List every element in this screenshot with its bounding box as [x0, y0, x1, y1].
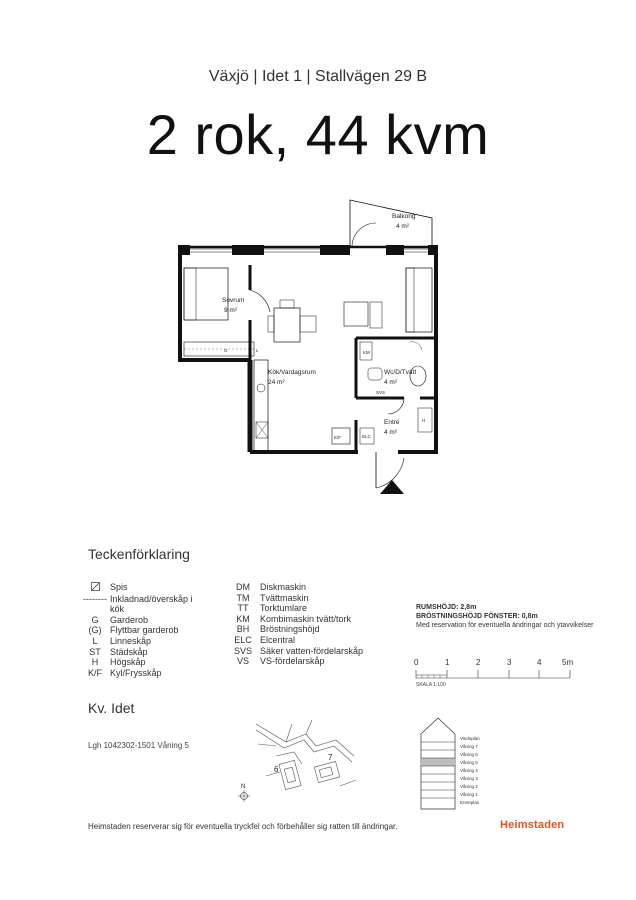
legend-item: VS VS-fördelarskåp — [236, 656, 325, 667]
legend-item: SVS Säker vatten-fördelarskåp — [233, 645, 364, 656]
room-name-kitchen-living: Kök/Vardagsrum — [268, 369, 316, 376]
label-elc: ELC — [362, 434, 371, 439]
apartment-number: Lgh 1042302-1501 Våning 5 — [88, 741, 189, 750]
floor-label: Våning 4 — [460, 768, 478, 773]
label-g: G — [224, 348, 228, 353]
floor-plan — [170, 190, 450, 500]
floor-label: Våning 6 — [460, 752, 478, 757]
scale-tick-label: 5m — [562, 658, 574, 667]
legend-item: L Linneskåp — [92, 635, 152, 646]
scale-tick-label: 4 — [537, 658, 542, 667]
disclaimer: Heimstaden reserverar sig för eventuella tryckfel och förbehåller sig ratten till ändringar. — [88, 822, 398, 831]
floor-label: Vindsplan — [460, 736, 480, 741]
sill-height: BRÖSTNINGSHÖJD FÖNSTER: 0,8m — [416, 613, 538, 620]
legend-item: TT Torktumlare — [237, 603, 308, 614]
sofa — [406, 268, 432, 332]
floor-label: Entreplan — [460, 800, 480, 805]
bedroom-door-swing — [250, 290, 270, 312]
apartment-title: 2 rok, 44 kvm — [146, 103, 490, 166]
label-h: H — [422, 418, 426, 423]
building-number: 7 — [328, 753, 333, 762]
building-number: 6 — [274, 765, 279, 774]
floor-label: Våning 7 — [460, 744, 478, 749]
legend-item: K/F Kyl/Frysskåp — [87, 667, 162, 678]
room-area-kitchen-living: 24 m² — [268, 379, 285, 386]
room-area-hall: 4 m² — [384, 429, 397, 436]
legend-item: KM Kombimaskin tvätt/tork — [236, 613, 352, 624]
north-label: N — [241, 784, 246, 790]
legend-item: TM Tvättmaskin — [236, 592, 309, 603]
scale-label: SKALA 1:100 — [416, 682, 446, 688]
floor-label-current: Våning 5 — [460, 760, 478, 765]
north-arrow-icon — [238, 790, 250, 802]
brand-logo: Heimstaden — [500, 819, 565, 831]
bed — [184, 268, 228, 320]
floor-label: Våning 1 — [460, 792, 478, 797]
legend-item: -------- Inkladnad/överskåp i — [83, 593, 193, 604]
legend-item: Spis — [80, 582, 220, 594]
bedroom-wardrobe — [184, 342, 254, 356]
legend-item: ELC Elcentral — [234, 634, 296, 645]
scale-tick-label: 0 — [414, 658, 419, 667]
address: Växjö | Idet 1 | Stallvägen 29 B — [208, 68, 428, 85]
legend-item: DM Diskmaskin — [236, 582, 307, 592]
room-area-bathroom: 4 m² — [384, 379, 397, 386]
site-title: Kv. Idet — [88, 700, 135, 716]
legend-item: G Garderob — [91, 614, 149, 625]
floor-label: Våning 3 — [460, 776, 478, 781]
label-kf: K/F — [334, 435, 342, 440]
entrance-arrow — [380, 480, 404, 494]
scale-bar — [412, 658, 582, 692]
floor-label: Våning 2 — [460, 784, 478, 789]
site-map — [236, 716, 362, 808]
label-l: L — [256, 348, 259, 353]
room-name-bathroom: Wc/D/Tvätt — [384, 369, 417, 376]
scale-tick-label: 3 — [507, 658, 512, 667]
legend-column-2 — [226, 582, 386, 667]
label-svs: SVS — [376, 390, 386, 395]
room-name-bedroom: Sovrum — [222, 297, 245, 304]
reservation-note: Med reservation för eventuella ändringar och ytavvikelser — [416, 622, 594, 629]
legend-item: kök — [110, 604, 125, 615]
balcony-door-swing — [352, 223, 376, 247]
legend-title: Teckenförklaring — [88, 546, 190, 562]
sink — [368, 368, 382, 380]
balcony-outline — [350, 200, 432, 247]
scale-tick-label: 1 — [445, 658, 450, 667]
legend-item: H Högskåp — [91, 657, 146, 668]
floor-indicator — [420, 716, 500, 812]
room-name-balcony: Balkong — [392, 213, 416, 220]
scale-tick-label: 2 — [476, 658, 481, 667]
label-km: KM — [363, 350, 370, 355]
room-name-hall: Entré — [384, 419, 400, 426]
legend-item: (G) Flyttbar garderob — [88, 625, 179, 636]
dining-table — [274, 308, 300, 342]
room-area-balcony: 4 m² — [396, 223, 409, 230]
legend-item: ST Städskåp — [89, 646, 148, 657]
room-area-bedroom: 9 m² — [224, 307, 237, 314]
legend-item: BH Bröstningshöjd — [236, 624, 320, 635]
ceiling-height: RUMSHÖJD: 2,8m — [416, 604, 477, 611]
legend-column-1 — [80, 582, 220, 678]
stove-icon — [80, 582, 110, 594]
notes — [416, 603, 616, 630]
armchair — [344, 302, 368, 326]
